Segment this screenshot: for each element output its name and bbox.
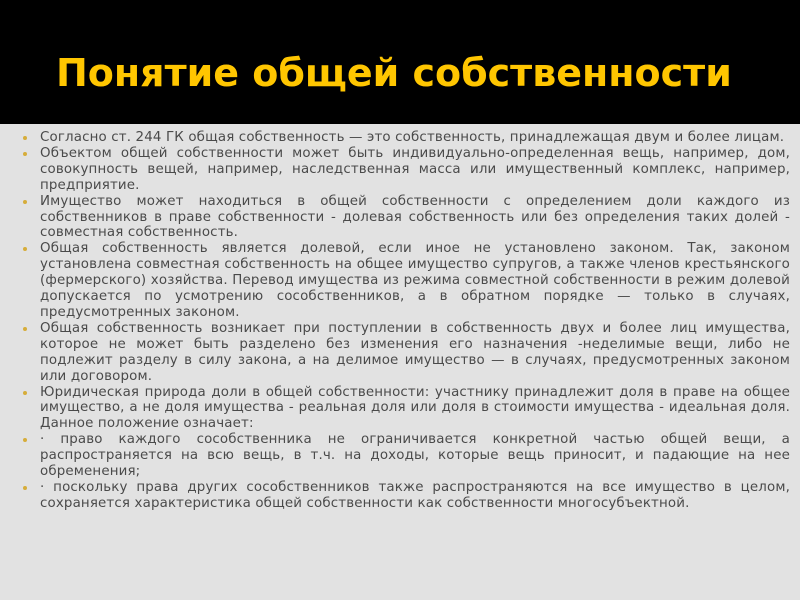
bullet-item: Имущество может находиться в общей собственности с определением доли каждого из собственников в праве собственности - долевая собственность или без определения таких долей - совместная собственность.	[20, 194, 790, 242]
title-band	[0, 0, 800, 124]
slide-title: Понятие общей собственности	[56, 51, 732, 95]
bullet-item: Согласно ст. 244 ГК общая собственность — это собственность, принадлежащая двум и более лицам.	[20, 130, 790, 146]
bullet-item: · право каждого сособственника не ограничивается конкретной частью общей вещи, а распространяется на всю вещь, в т.ч. на доходы, которые вещь приносит, и падающие на нее обременения;	[20, 432, 790, 480]
bullet-item: Общая собственность является долевой, если иное не установлено законом. Так, законом установлена совместная собственность на общее имущество супругов, а также членов крестьянского (фермерского) хозяйства. Перевод имущества из режима совместной собственности в режим долевой допускается по усмотрению сособственников, а в обратном порядке — только в случаях, предусмотренных законом.	[20, 241, 790, 321]
bullet-item: Юридическая природа доли в общей собственности: участнику принадлежит доля в праве на общее имущество, а не доля имущества - реальная доля или доля в стоимости имущества - идеальная доля. Данное положение означает:	[20, 385, 790, 433]
bullet-item: Объектом общей собственности может быть индивидуально-определенная вещь, например, дом, совокупность вещей, например, наследственная масса или имущественный комплекс, например, предприятие.	[20, 146, 790, 194]
bullet-item: Общая собственность возникает при поступлении в собственность двух и более лиц имущества, которое не может быть разделено без изменения его назначения -неделимые вещи, либо не подлежит разделу в силу закона, а на делимое имущество — в случаях, предусмотренных законом или договором.	[20, 321, 790, 385]
bullet-list	[20, 130, 790, 512]
content-area	[0, 124, 800, 600]
bullet-item: · поскольку права других сособственников также распространяются на все имущество в целом, сохраняется характеристика общей собственности как собственности многосубъектной.	[20, 480, 790, 512]
